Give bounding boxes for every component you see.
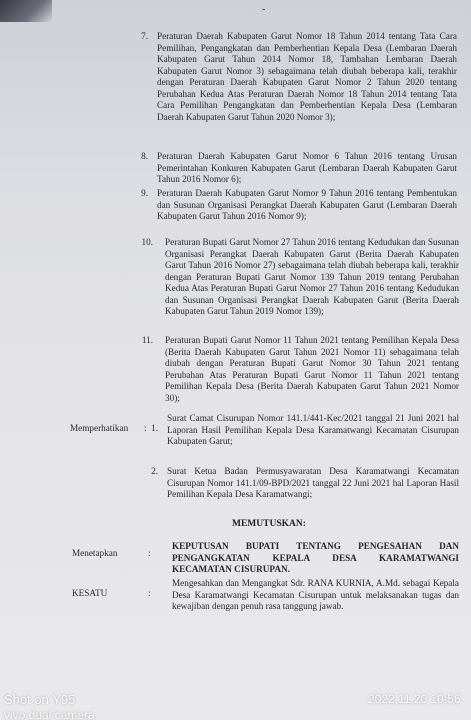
legal-basis-item: Peraturan Daerah Kabupaten Garut Nomor 6 Tahun 2016 tentang Urusan Pemerintahan Konkuren Kabupaten Garut (Lembaran Daerah Kabupaten Garut Tahun 2016 Nomor 6); (157, 151, 457, 184)
consideration-item: Surat Ketua Badan Permusyawaratan Desa Karamatwangi Kecamatan Cisurupan Nomor 141.1/09-BPD/2021 tanggal 22 Juni 2021 hal Laporan Hasil Pemilihan Kepala Desa Karamatwangi; (167, 466, 459, 499)
legal-basis-item: Peraturan Bupati Garut Nomor 27 Tahun 2016 tentang Kedudukan dan Susunan Organisasi Perangkat Daerah Kabupaten Garut (Berita Daerah Kabupaten Garut Tahun 2016 Nomor 27) sebagaimana telah diubah beberapa kali, terakhir dengan Peraturan Bupati Garut Nomor 139 Tahun 2019 tentang Perubahan Kedua Atas Peraturan Bupati Garut Nomor 27 Tahun 2016 tentang Kedudukan dan Susunan Organisasi Perangkat Daerah Kabupaten Garut (Berita Daerah Kabupaten Garut Tahun 2019 Nomor 139); (165, 237, 459, 316)
kesatu-colon: : (148, 588, 151, 598)
menetapkan-colon: : (148, 548, 151, 558)
item-number: 7. (141, 31, 148, 41)
item-number: 8. (141, 151, 148, 161)
decision-title: KEPUTUSAN BUPATI TENTANG PENGESAHAN DAN PENGANGKATAN KEPALA DESA KARAMATWANGI KECAMATAN CISURUPAN. (172, 541, 459, 574)
legal-basis-item: Peraturan Bupati Garut Nomor 11 Tahun 2021 tentang Pemilihan Kepala Desa (Berita Daerah Kabupaten Garut Tahun 2021 Nomor 11) sebagaimana telah diubah dengan Peraturan Bupati Garut Nomor 30 Tahun 2021 tentang Perubahan Atas Peraturan Bupati Garut Nomor 11 Tahun 2021 tentang Pemilihan Kepala Desa (Berita Daerah Kabupaten Garut Tahun 2021 Nomor 30); (165, 335, 459, 403)
page-top-mark: - (262, 4, 266, 15)
item-number: 1. (151, 423, 158, 433)
kesatu-label: KESATU (72, 588, 108, 598)
consideration-item: Surat Camat Cisurupan Nomor 141.1/441-Kec/2021 tanggal 21 Juni 2021 hal Laporan Hasil Pemilihan Kepala Desa Karamatwangi Kecamatan Cisurupan Kabupaten Garut; (167, 413, 459, 446)
item-number: 11. (141, 335, 153, 345)
item-number: 9. (141, 188, 148, 198)
item-number: 10. (141, 237, 153, 247)
camera-brand-watermark: Shot on Y95 (4, 692, 76, 707)
menetapkan-label: Menetapkan (72, 548, 118, 558)
item-number: 2. (151, 466, 158, 476)
legal-basis-item: Peraturan Daerah Kabupaten Garut Nomor 18 Tahun 2014 tentang Tata Cara Pemilihan, Pengangkatan dan Pemberhentian Kepala Desa (Lembaran Daerah Kabupaten Garut Tahun 2014 Nomor 18, Tambahan Lembaran Daerah Kabupaten Garut Nomor 3) sebagaimana telah diubah beberapa kali, terakhir dengan Peraturan Daerah Kabupaten Garut Nomor 2 Tahun 2020 tentang Perubahan Kedua Atas Peraturan Daerah Nomor 18 Tahun 2014 tentang Tata Cara Pemilihan Pengangkatan dan Pemberhentian Kepala Desa (Lembaran Daerah Kabupaten Garut Tahun 2020 Nomor 3); (157, 31, 457, 122)
timestamp-watermark: 2022.11.20 10:56 (368, 692, 461, 706)
memutuskan-heading: MEMUTUSKAN: (232, 519, 306, 529)
camera-model-watermark: vivo dual camera (4, 708, 95, 720)
page-corner-shadow (0, 0, 52, 22)
memperhatikan-label: Memperhatikan (70, 423, 129, 433)
kesatu-text: Mengesahkan dan Mengangkat Sdr. RANA KURNIA, A.Md. sebagai Kepala Desa Karamatwangi Kecamatan Cisurupan untuk melaksanakan tugas dan kewajiban dengan penuh rasa tanggung jawab. (172, 578, 459, 611)
legal-basis-item: Peraturan Daerah Kabupaten Garut Nomor 9 Tahun 2016 tentang Pembentukan dan Susunan Organisasi Perangkat Daerah Kabupaten Garut (Lembaran Daerah Kabupaten Garut Tahun 2016 Nomor 9); (157, 188, 457, 221)
memperhatikan-colon: : (144, 423, 147, 433)
